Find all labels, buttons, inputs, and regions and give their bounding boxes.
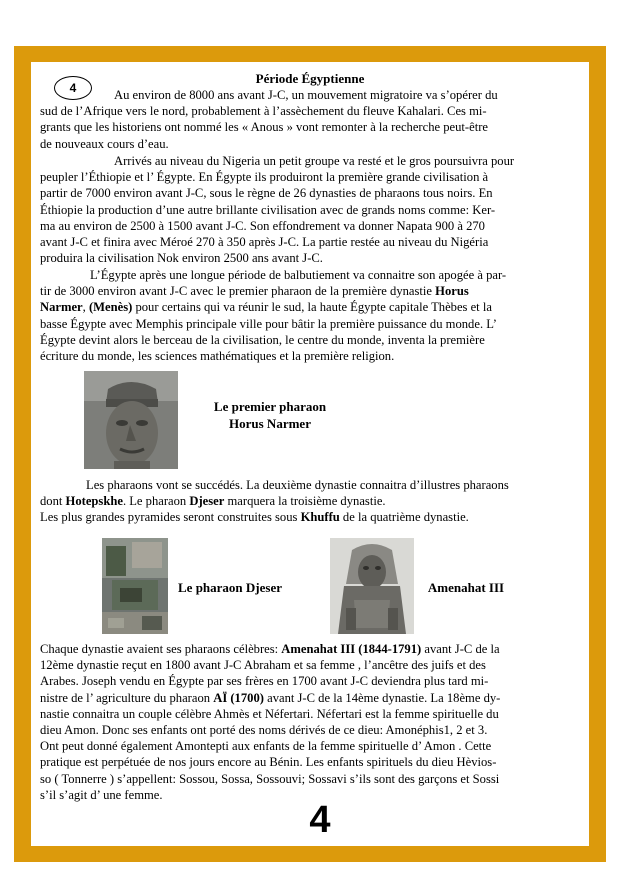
dynasty-paragraph <box>40 477 580 526</box>
amenahat-statue-image <box>330 538 414 634</box>
caption-line: Le premier pharaon <box>213 399 327 414</box>
text-line: nastie connaitra un couple célèbre Ahmès et Néfertari. Néfertari est la femme spirituelle du <box>40 706 499 721</box>
text-line: peupler l’Éthiopie et l’ Égypte. En Égypte ils produiront la première grande civilisation à <box>40 170 489 185</box>
caption-line: Horus Narmer <box>229 416 311 431</box>
text-line: Les plus grandes pyramides seront construites sous Khuffu de la quatrième dynastie. <box>40 510 469 525</box>
text-line: Chaque dynastie avaient ses pharaons célèbres: Amenahat III (1844-1791) avant J-C de la <box>40 642 500 656</box>
bold-text: Narmer <box>40 300 83 315</box>
bold-text: AÏ (1700) <box>213 690 264 705</box>
page-title: Période Égyptienne <box>255 71 365 86</box>
text-line: Au environ de 8000 ans avant J-C, un mouvement migratoire va s’opérer du <box>114 88 498 102</box>
text-line: dieu Amon. Donc ses enfants ont porté des noms dérivés de ce dieu: Amonéphis1, 2 et 3. <box>40 723 488 738</box>
page-number: 4 <box>309 799 331 841</box>
text-line: produira la civilisation Nok environ 2500 ans avant J-C. <box>40 251 323 266</box>
text-line: basse Égypte avec Memphis principale ville pour bâtir la première puissance du monde. L’ <box>40 316 497 331</box>
intro-paragraph <box>40 87 580 152</box>
bold-text: Khuffu <box>300 510 340 525</box>
text-line: grants que les historiens ont nommé les « Anous » vont remonter à la recherche peut-être <box>40 120 488 135</box>
narmer-head-image <box>84 371 178 469</box>
text-line: Les pharaons vont se succédés. La deuxième dynastie connaitra d’illustres pharaons <box>86 478 509 492</box>
text-line: partir de 7000 environ avant J-C, sous le règne de 26 dynasties de pharaons tous noirs. En <box>40 186 493 201</box>
amenahat-caption: Amenahat III <box>427 580 505 595</box>
egypt-paragraph <box>40 267 580 364</box>
bold-text: Horus <box>435 284 469 299</box>
bold-text: (Menès) <box>88 300 133 315</box>
djeser-image <box>102 538 168 634</box>
text-line: Arabes. Joseph vendu en Égypte par ses frères en 1700 avant J-C deviendra plus tard mi- <box>40 674 489 689</box>
text-line: 12ème dynastie reçut en 1800 avant J-C Abraham et sa femme , l’ancêtre des juifs et des <box>40 658 486 673</box>
text-line: Arrivés au niveau du Nigeria un petit groupe va resté et le gros poursuivra pour <box>114 154 515 168</box>
text-line: de nouveaux cours d’eau. <box>40 136 169 151</box>
text-line: tir de 3000 environ avant J-C avec le premier pharaon de la première dynastie Horus <box>40 284 469 299</box>
text-line: avant J-C et finira avec Méroé 270 à 350 après J-C. La partie restée au niveau du Nigéria <box>40 235 489 250</box>
text-line: Égypte devint alors le berceau de la civilisation, le centre du monde, inventa la première <box>40 332 485 347</box>
amenahat-statue-photo <box>330 538 414 634</box>
text-line: dont Hotepskhe. Le pharaon Djeser marquera la troisième dynastie. <box>40 494 386 509</box>
text-line: nistre de l’ agriculture du pharaon AÏ (1700) avant J-C de la 14ème dynastie. La 18ème dy- <box>40 690 501 705</box>
page-badge: 4 <box>54 76 92 100</box>
narmer-caption <box>190 398 350 432</box>
djeser-photo <box>102 538 168 634</box>
bold-text: Hotepskhe <box>65 494 123 509</box>
text-line: sud de l’Afrique vers le nord, probablement à l’assèchement du fleuve Kahalari. Ces mi- <box>40 104 487 119</box>
nigeria-paragraph <box>40 153 580 266</box>
narmer-head-photo <box>84 371 178 469</box>
text-line: Narmer, (Menès) pour certains qui va réunir le sud, la haute Égypte capitale Thèbes et la <box>40 300 492 315</box>
text-line: écriture du monde, les sciences mathématiques et la première religion. <box>40 349 395 364</box>
bold-text: Amenahat III (1844-1791) <box>281 642 422 656</box>
text-line: s’il s’agit d’ une femme. <box>40 787 163 802</box>
text-line: ma au environ de 2500 à 1500 avant J-C. Son effondrement va donner Napata 900 à 270 <box>40 218 485 233</box>
text-line: L’Égypte après une longue période de balbutiement va connaitre son apogée à par- <box>90 268 507 282</box>
bold-text: Djeser <box>189 494 225 509</box>
text-line: Ont peut donné également Amontepti aux enfants de la femme spirituelle d’ Amon . Cette <box>40 739 492 754</box>
text-line: pratique est perpétuée de nos jours encore au Bénin. Les enfants spirituels du dieu Hèvios- <box>40 755 497 770</box>
djeser-caption: Le pharaon Djeser <box>178 580 282 595</box>
text-line: so ( Tonnerre ) s’appellent: Sossou, Sossa, Sossouvi; Sossavi s’ils sont des garçons et Sossi <box>40 771 500 786</box>
text-line: Éthiopie la production d’une autre brillante civilisation avec de grands noms comme: Ker- <box>40 202 496 217</box>
final-paragraph <box>40 641 580 803</box>
